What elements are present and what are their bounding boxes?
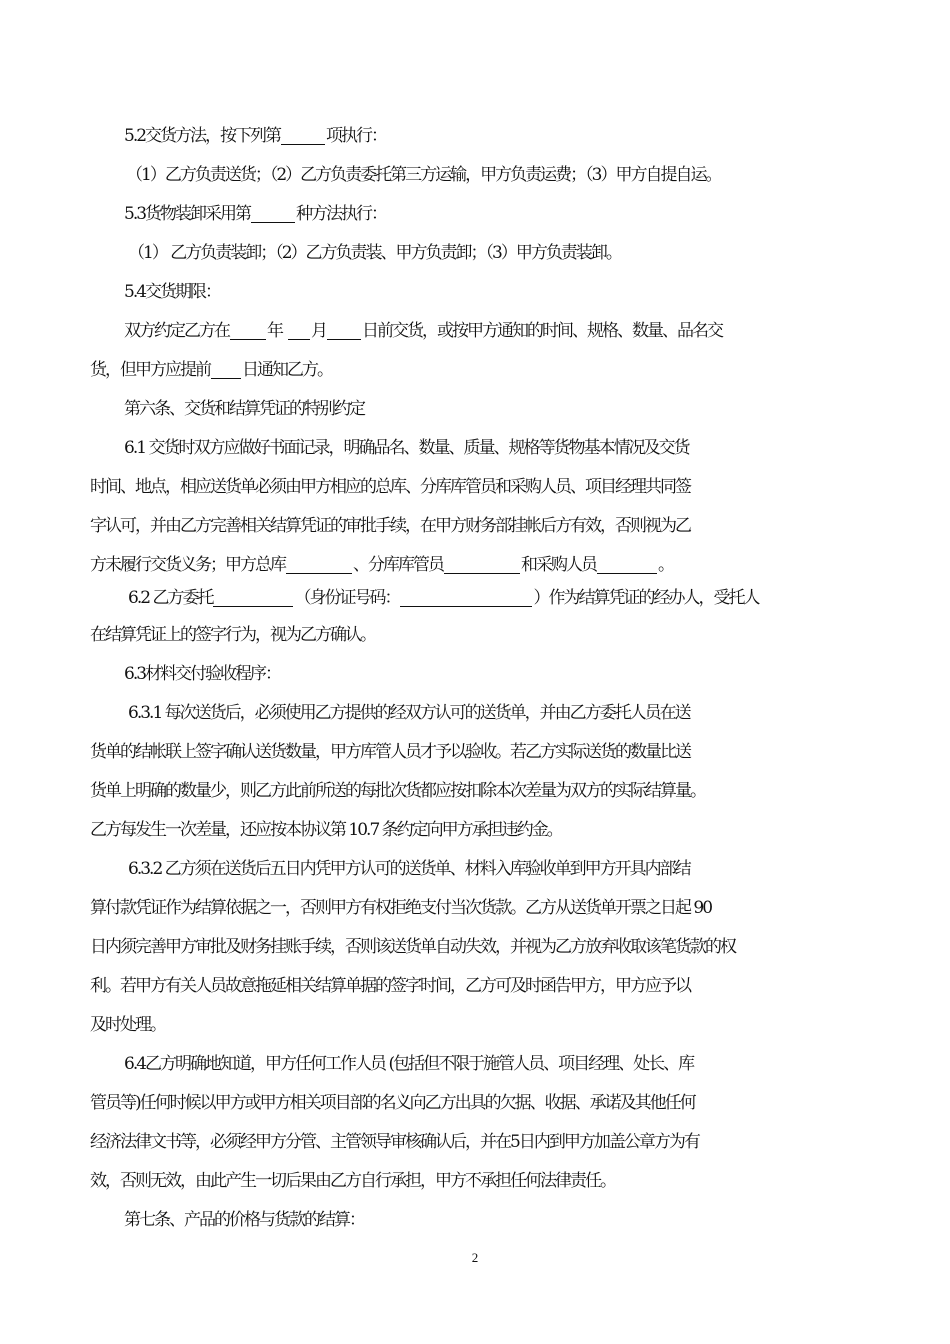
blank-year — [230, 319, 266, 340]
clause-5-2-options: （1）乙方负责送货；（2）乙方负责委托第三方运输，甲方负责运费；（3）甲方自提自运。 — [126, 165, 721, 185]
page-number: 2 — [471, 1250, 479, 1265]
clause-6-2-line-2: 在结算凭证上的签字行为，视为乙方确认。 — [90, 625, 375, 645]
blank-sub-warehouse — [444, 553, 520, 574]
blank-main-warehouse — [286, 553, 352, 574]
clause-6-3-2-line-3: 日内须完善甲方审批及财务挂账手续，否则该送货单自动失效，并视为乙方放弃收取该笔货款的权 — [90, 937, 735, 957]
clause-6-3-2-line-2: 算付款凭证作为结算依据之一，否则甲方有权拒绝支付当次货款。乙方从送货单开票之日起 90 — [90, 898, 712, 918]
clause-5-3-heading-text: 5.3货物装卸采用第 — [124, 204, 251, 224]
blank-id-number — [400, 586, 532, 607]
clause-6-1-line-1: 6.1 交货时双方应做好书面记录，明确品名、数量、质量、规格等货物基本情况及交货 — [124, 438, 689, 458]
clause-5-4-text-e: 货，但甲方应提前 — [90, 360, 210, 380]
clause-6-3-1-line-2: 货单的结帐联上签字确认送货数量，甲方库管人员才予以验收。若乙方实际送货的数量比送 — [90, 742, 690, 762]
clause-6-2-line-1 — [128, 583, 908, 613]
clause-6-1-text-d: 。 — [658, 555, 673, 575]
clause-6-3-2-line-1: 6.3.2 乙方须在送货后五日内凭甲方认可的送货单、材料入库验收单到甲方开具内部结 — [128, 859, 690, 879]
clause-5-4-text-d: 日前交货，或按甲方通知的时间、规格、数量、品名交 — [362, 321, 722, 341]
blank-purchaser — [597, 553, 657, 574]
clause-6-1-text-b: 、分库库管员 — [353, 555, 443, 575]
clause-6-3-1-line-4: 乙方每发生一次差量，还应按本协议第 10.7 条约定向甲方承担违约金。 — [90, 820, 562, 840]
blank-agent-name — [213, 586, 293, 607]
clause-5-4-heading: 5.4交货期限： — [124, 282, 221, 302]
clause-6-4-line-2: 管员等)任何时候以甲方或甲方相关项目部的名义向乙方出具的欠据、收据、承诺及其他任何 — [90, 1093, 695, 1113]
clause-5-4-text-a: 双方约定乙方在 — [124, 321, 229, 341]
article-7-title: 第七条、产品的价格与货款的结算： — [124, 1210, 364, 1230]
clause-5-2-heading-tail: 项执行： — [326, 126, 387, 146]
article-6-title: 第六条、交货和结算凭证的特别约定 — [124, 399, 364, 419]
clause-5-2-heading — [124, 121, 904, 151]
clause-5-4-month-label: 月 — [311, 321, 326, 341]
blank-month — [288, 319, 310, 340]
clause-5-3-heading-tail: 种方法执行： — [296, 204, 387, 224]
blank-loading-method — [251, 202, 295, 223]
clause-6-2-text-a: 6.2 乙方委托 — [128, 588, 213, 608]
clause-6-4-line-4: 效，否则无效，由此产生一切后果由乙方自行承担，甲方不承担任何法律责任。 — [90, 1171, 615, 1191]
clause-5-4-text-f: 日通知乙方。 — [242, 360, 332, 380]
clause-5-2-heading-text: 5.2交货方法，按下列第 — [124, 126, 281, 146]
clause-5-4-year-label: 年 — [267, 321, 282, 341]
clause-6-4-line-3: 经济法律文书等，必须经甲方分管、主管领导审核确认后，并在5日内到甲方加盖公章方为有 — [90, 1132, 699, 1152]
clause-6-4-line-1: 6.4乙方明确地知道，甲方任何工作人员 (包括但不限于施管人员、项目经理、处长、库 — [124, 1054, 694, 1074]
clause-6-3-title: 6.3材料交付验收程序： — [124, 664, 281, 684]
blank-notice-days — [211, 358, 241, 379]
clause-6-1-text-a: 方未履行交货义务；甲方总库 — [90, 555, 285, 575]
clause-6-1-line-3: 字认可，并由乙方完善相关结算凭证的审批手续，在甲方财务部挂帐后方有效，否则视为乙 — [90, 516, 690, 536]
clause-5-4-line-1 — [124, 316, 904, 346]
clause-6-3-1-line-1: 6.3.1 每次送货后，必须使用乙方提供的经双方认可的送货单，并由乙方委托人员在送 — [128, 703, 690, 723]
clause-6-3-1-line-3: 货单上明确的数量少，则乙方此前所送的每批次货都应按扣除本次差量为双方的实际结算量。 — [90, 781, 705, 801]
clause-6-2-text-c: ）作为结算凭证的经办人，受托人 — [533, 588, 759, 608]
clause-5-3-options: （1） 乙方负责装卸；（2）乙方负责装、甲方负责卸；（3）甲方负责装卸。 — [128, 243, 621, 263]
blank-day — [327, 319, 361, 340]
clause-6-1-line-4 — [90, 550, 870, 580]
clause-6-1-line-2: 时间、地点，相应送货单必须由甲方相应的总库、分库库管员和采购人员、项目经理共同签 — [90, 477, 690, 497]
clause-5-4-line-2 — [90, 355, 870, 385]
clause-6-3-2-line-5: 及时处理。 — [90, 1015, 165, 1035]
clause-5-3-heading — [124, 199, 904, 229]
clause-6-1-text-c: 和采购人员 — [521, 555, 596, 575]
clause-6-3-2-line-4: 利。若甲方有关人员故意拖延相关结算单据的签字时间，乙方可及时函告甲方，甲方应予以 — [90, 976, 690, 996]
blank-delivery-method — [281, 124, 325, 145]
clause-6-2-text-b: （身份证号码： — [294, 588, 400, 608]
